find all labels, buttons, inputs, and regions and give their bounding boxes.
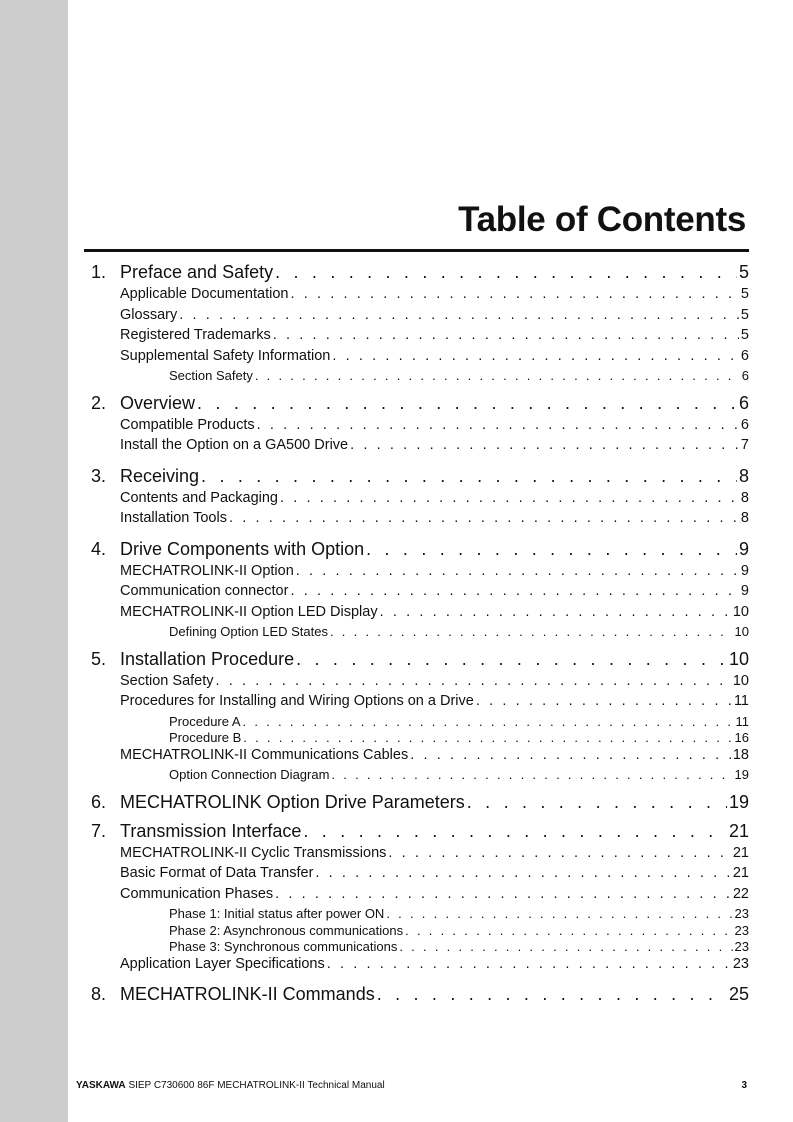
toc-entry-title: Transmission Interface (120, 820, 302, 841)
toc-page-number: 6 (738, 392, 749, 413)
toc-section[interactable] (91, 327, 749, 348)
toc-page-number: 6 (740, 416, 749, 433)
toc-dot-leader (255, 368, 740, 383)
toc-page-number: 8 (740, 510, 749, 526)
toc-page-number: 18 (732, 746, 749, 763)
toc-entry-title: MECHATROLINK Option Drive Parameters (120, 791, 465, 812)
toc-dot-leader (296, 649, 727, 670)
toc-dot-leader (179, 307, 739, 323)
toc-dot-leader (332, 348, 739, 364)
toc-dot-leader (327, 956, 731, 972)
toc-chapter-number: 1. (91, 262, 107, 282)
toc-entry-title: Install the Option on a GA500 Drive (120, 437, 349, 453)
toc-entry-title: Applicable Documentation (120, 286, 289, 302)
toc-entry-title: MECHATROLINK-II Cyclic Transmissions (120, 844, 387, 861)
toc-entry-title: Phase 3: Synchronous communications (169, 939, 398, 954)
toc-dot-leader (296, 563, 739, 579)
toc-section[interactable] (91, 747, 749, 768)
toc-entry-title: Registered Trademarks (120, 327, 271, 343)
toc-entry-title: Procedures for Installing and Wiring Options on a Drive (120, 693, 474, 709)
toc-entry-title: Phase 1: Initial status after power ON (169, 906, 385, 921)
toc-dot-leader (386, 906, 732, 921)
toc-subsection[interactable] (91, 939, 749, 956)
toc-page-number: 21 (728, 820, 749, 841)
toc-page-number: 11 (733, 693, 749, 709)
toc-section[interactable] (91, 604, 749, 625)
toc-subsection[interactable] (91, 368, 749, 385)
toc-dot-leader (290, 286, 738, 302)
toc-page-number: 8 (738, 465, 749, 486)
toc-page-number: 6 (741, 368, 749, 383)
toc-entry-title: Preface and Safety (120, 262, 274, 282)
toc-chapter[interactable] (91, 393, 749, 414)
toc-entry-title: Drive Components with Option (120, 538, 365, 559)
toc-section[interactable] (91, 348, 749, 369)
toc-page-number: 9 (740, 583, 749, 599)
toc-section[interactable] (91, 886, 749, 907)
toc-page-number: 5 (740, 327, 749, 343)
toc-page-number: 23 (732, 955, 749, 972)
toc-chapter[interactable] (91, 792, 749, 813)
toc-section[interactable] (91, 563, 749, 584)
toc-page-number: 23 (734, 922, 749, 938)
toc-page-number: 10 (734, 624, 749, 639)
toc-chapter[interactable] (91, 984, 749, 1005)
toc-section[interactable] (91, 845, 749, 866)
title-rule (84, 249, 749, 252)
toc-entry-title: MECHATROLINK-II Option (120, 562, 294, 579)
toc-dot-leader (201, 466, 737, 487)
toc-dot-leader (410, 747, 731, 763)
toc-page-number: 7 (740, 437, 749, 453)
toc-entry-title: Overview (120, 392, 196, 413)
toc-entry-title: Compatible Products (120, 416, 255, 433)
toc-section[interactable] (91, 693, 749, 714)
toc-subsection[interactable] (91, 624, 749, 641)
toc-chapter-number: 7. (91, 820, 107, 841)
toc-subsection[interactable] (91, 923, 749, 940)
toc-chapter[interactable] (91, 539, 749, 560)
toc-section[interactable] (91, 956, 749, 977)
toc-page-number: 5 (740, 306, 749, 323)
toc-chapter[interactable] (91, 821, 749, 842)
toc-dot-leader (275, 262, 737, 283)
toc-entry-title: Application Layer Specifications (120, 955, 325, 972)
toc-page-number: 21 (732, 844, 749, 861)
toc-page-number: 21 (732, 865, 749, 881)
toc-page-number: 25 (728, 984, 749, 1004)
toc-dot-leader (303, 821, 727, 842)
toc-page-number: 10 (732, 672, 749, 689)
toc-dot-leader (315, 865, 730, 881)
toc-entry-title: Installation Procedure (120, 648, 295, 669)
toc-entry-title: Communication connector (120, 583, 289, 599)
toc-chapter-number: 6. (91, 791, 107, 812)
toc-section[interactable] (91, 286, 749, 307)
toc-page-number: 16 (734, 730, 749, 745)
toc-page-number: 19 (734, 767, 749, 782)
toc-page-number: 9 (738, 538, 749, 559)
toc-entry-title: Procedure A (169, 713, 241, 729)
toc-chapter-number: 3. (91, 465, 107, 486)
toc-chapter-number: 5. (91, 648, 107, 669)
toc-entry-title: Section Safety (120, 672, 214, 689)
table-of-contents (91, 262, 749, 1005)
toc-dot-leader (216, 673, 731, 689)
toc-chapter[interactable] (91, 466, 749, 487)
toc-subsection[interactable] (91, 714, 749, 731)
toc-chapter-number: 4. (91, 538, 107, 559)
toc-subsection[interactable] (91, 730, 749, 747)
toc-chapter[interactable] (91, 649, 749, 670)
toc-entry-title: Contents and Packaging (120, 489, 278, 506)
toc-dot-leader (377, 984, 727, 1005)
page-title: Table of Contents (458, 200, 746, 239)
toc-dot-leader (243, 714, 734, 729)
toc-dot-leader (366, 539, 737, 560)
toc-dot-leader (388, 845, 730, 861)
toc-dot-leader (280, 490, 739, 506)
toc-dot-leader (405, 923, 732, 938)
toc-section[interactable] (91, 510, 749, 531)
toc-section[interactable] (91, 865, 749, 886)
toc-entry-title: Glossary (120, 306, 178, 323)
toc-entry-title: Basic Format of Data Transfer (120, 865, 314, 881)
toc-section[interactable] (91, 417, 749, 438)
toc-dot-leader (197, 393, 737, 414)
toc-dot-leader (399, 939, 732, 954)
toc-entry-title: MECHATROLINK-II Option LED Display (120, 603, 378, 620)
toc-entry-title: Defining Option LED States (169, 624, 328, 639)
toc-page-number: 5 (738, 262, 749, 282)
toc-subsection[interactable] (91, 906, 749, 923)
toc-dot-leader (243, 730, 732, 745)
toc-dot-leader (290, 583, 738, 599)
footer-brand: YASKAWA (76, 1080, 126, 1091)
toc-entry-title: Procedure B (169, 730, 242, 745)
toc-subsection[interactable] (91, 767, 749, 784)
toc-chapter[interactable] (91, 262, 749, 283)
toc-page-number: 8 (740, 489, 749, 506)
toc-section[interactable] (91, 490, 749, 511)
side-margin-bar (0, 0, 68, 1122)
footer-page-number: 3 (741, 1080, 747, 1091)
toc-section[interactable] (91, 673, 749, 694)
toc-entry-title: Option Connection Diagram (169, 767, 330, 782)
toc-dot-leader (229, 510, 739, 526)
footer-doc-info (76, 1080, 385, 1091)
toc-section[interactable] (91, 307, 749, 328)
toc-entry-title: MECHATROLINK-II Communications Cables (120, 746, 409, 763)
toc-page-number: 9 (740, 562, 749, 579)
toc-page-number: 10 (732, 603, 749, 620)
toc-entry-title: MECHATROLINK-II Commands (120, 984, 375, 1004)
toc-dot-leader (331, 767, 732, 782)
footer-doc-title: SIEP C730600 86F MECHATROLINK-II Technical Manual (128, 1080, 385, 1091)
toc-entry-title: Communication Phases (120, 885, 274, 902)
toc-dot-leader (380, 604, 731, 620)
toc-entry-title: Installation Tools (120, 510, 227, 526)
toc-chapter-number: 8. (91, 984, 107, 1004)
toc-entry-title: Supplemental Safety Information (120, 347, 331, 364)
toc-page-number: 19 (728, 791, 749, 812)
toc-dot-leader (476, 693, 732, 709)
toc-dot-leader (273, 327, 739, 343)
page-footer (76, 1080, 747, 1091)
toc-page-number: 11 (735, 713, 749, 729)
toc-page-number: 6 (740, 347, 749, 364)
toc-chapter-number: 2. (91, 392, 107, 413)
toc-entry-title: Section Safety (169, 368, 253, 383)
toc-section[interactable] (91, 437, 749, 458)
toc-dot-leader (467, 792, 727, 813)
toc-page-number: 22 (732, 885, 749, 902)
toc-page-number: 5 (740, 286, 749, 302)
toc-page-number: 23 (734, 939, 749, 954)
toc-dot-leader (257, 417, 739, 433)
toc-dot-leader (330, 624, 733, 639)
toc-section[interactable] (91, 583, 749, 604)
toc-dot-leader (350, 437, 739, 453)
toc-page-number: 23 (734, 906, 749, 921)
toc-entry-title: Phase 2: Asynchronous communications (169, 922, 404, 938)
toc-entry-title: Receiving (120, 465, 200, 486)
toc-page-number: 10 (728, 648, 749, 669)
toc-dot-leader (275, 886, 731, 902)
